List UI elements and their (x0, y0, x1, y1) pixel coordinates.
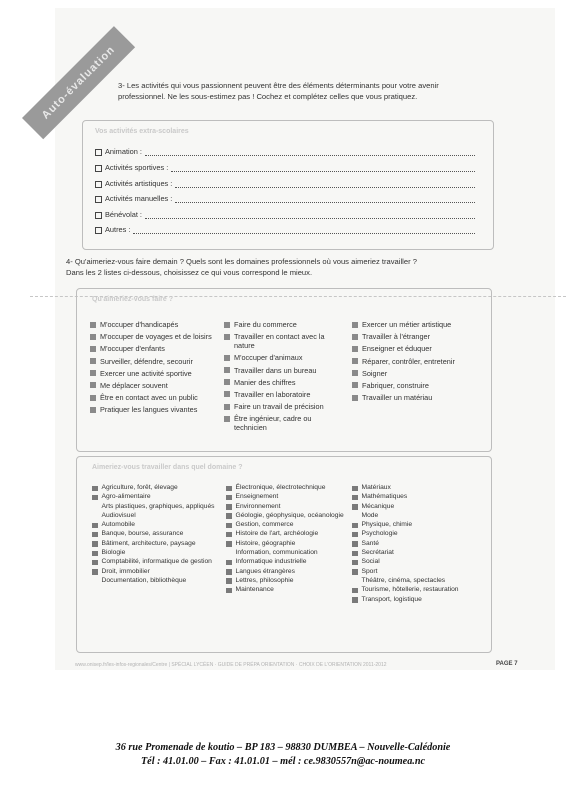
option-item[interactable]: Travailler à l'étranger (352, 332, 484, 341)
address-line-1: 36 rue Promenade de koutio – BP 183 – 98830 DUMBEA – Nouvelle-Calédonie (115, 742, 451, 753)
option-item[interactable]: Droit, immobilier (92, 568, 220, 576)
checkbox[interactable] (92, 504, 98, 510)
checkbox[interactable] (226, 541, 232, 547)
option-item[interactable]: M'occuper d'handicapés (90, 320, 218, 329)
activity-line-other[interactable]: Autres : (95, 224, 475, 234)
option-item[interactable]: Environnement (226, 503, 350, 511)
option-item[interactable]: Agriculture, forêt, élevage (92, 484, 220, 492)
checkbox[interactable] (95, 165, 102, 172)
option-item[interactable]: Bâtiment, architecture, paysage (92, 540, 220, 548)
domains-column-2 (226, 484, 350, 596)
activity-line-sport[interactable]: Activités sportives : (95, 162, 475, 172)
address-line-2: Tél : 41.01.00 – Fax : 41.01.01 – mél : ce.9830557n@ac-noumea.nc (140, 756, 426, 767)
checkbox[interactable] (352, 523, 358, 529)
checkbox[interactable] (226, 560, 232, 566)
option-item[interactable]: Langues étrangères (226, 568, 350, 576)
option-item[interactable]: Biologie (92, 549, 220, 557)
option-item[interactable]: Soigner (352, 369, 484, 378)
option-item[interactable]: Audiovisuel (92, 512, 220, 520)
wishes-column-1 (90, 320, 218, 418)
option-item[interactable]: M'occuper d'enfants (90, 344, 218, 353)
checkbox[interactable] (92, 532, 98, 538)
checkbox[interactable] (224, 379, 230, 385)
checkbox[interactable] (226, 588, 232, 594)
question-3-line-2: professionnel. Ne les sous-estimez pas ! Cochez et complétez celles que vous pratiquez. (118, 92, 418, 101)
option-item[interactable]: Faire du commerce (224, 320, 342, 329)
activity-line-manual[interactable]: Activités manuelles : (95, 193, 475, 203)
checkbox[interactable] (352, 541, 358, 547)
option-item[interactable]: Surveiller, défendre, secourir (90, 357, 218, 366)
checkbox[interactable] (92, 523, 98, 529)
option-item[interactable]: Physique, chimie (352, 521, 488, 529)
checkbox[interactable] (226, 523, 232, 529)
checkbox[interactable] (226, 532, 232, 538)
checkbox[interactable] (352, 560, 358, 566)
checkbox[interactable] (90, 370, 96, 376)
checkbox[interactable] (352, 504, 358, 510)
option-item[interactable]: Fabriquer, construire (352, 381, 484, 390)
option-item[interactable]: M'occuper d'animaux (224, 353, 342, 362)
checkbox[interactable] (92, 569, 98, 575)
checkbox[interactable] (95, 196, 102, 203)
option-item[interactable]: Théâtre, cinéma, spectacles (352, 577, 488, 585)
option-item[interactable]: Être ingénieur, cadre ou technicien (224, 414, 342, 432)
checkbox[interactable] (95, 149, 102, 156)
checkbox[interactable] (92, 541, 98, 547)
question-4-text (66, 256, 506, 278)
checkbox[interactable] (352, 597, 358, 603)
checkbox[interactable] (352, 334, 358, 340)
option-item[interactable]: M'occuper de voyages et de loisirs (90, 332, 218, 341)
checkbox[interactable] (224, 355, 230, 361)
checkbox[interactable] (92, 560, 98, 566)
option-item[interactable]: Automobile (92, 521, 220, 529)
checkbox[interactable] (352, 532, 358, 538)
option-item[interactable]: Lettres, philosophie (226, 577, 350, 585)
option-item[interactable]: Matériaux (352, 484, 488, 492)
checkbox[interactable] (90, 334, 96, 340)
checkbox[interactable] (352, 551, 358, 557)
checkbox[interactable] (224, 404, 230, 410)
checkbox[interactable] (352, 569, 358, 575)
checkbox[interactable] (90, 407, 96, 413)
option-item[interactable]: Géologie, géophysique, océanologie (226, 512, 350, 520)
checkbox[interactable] (352, 322, 358, 328)
option-item[interactable]: Secrétariat (352, 549, 488, 557)
checkbox[interactable] (352, 513, 358, 519)
checkbox[interactable] (224, 322, 230, 328)
option-item[interactable]: Électronique, électrotechnique (226, 484, 350, 492)
checkbox[interactable] (352, 382, 358, 388)
option-item[interactable]: Travailler un matériau (352, 393, 484, 402)
domains-box-title: Aimeriez-vous travailler dans quel domaine ? (92, 464, 243, 471)
wishes-column-2 (224, 320, 342, 436)
activity-line-animation[interactable]: Animation : (95, 146, 475, 156)
checkbox[interactable] (90, 395, 96, 401)
checkbox[interactable] (92, 551, 98, 557)
checkbox[interactable] (224, 334, 230, 340)
option-item[interactable]: Comptabilité, informatique de gestion (92, 558, 220, 566)
activity-line-volunteer[interactable]: Bénévolat : (95, 209, 475, 219)
checkbox[interactable] (95, 181, 102, 188)
checkbox[interactable] (352, 495, 358, 501)
option-item[interactable]: Santé (352, 540, 488, 548)
checkbox[interactable] (352, 486, 358, 492)
checkbox[interactable] (224, 391, 230, 397)
checkbox[interactable] (352, 588, 358, 594)
option-item[interactable]: Gestion, commerce (226, 521, 350, 529)
option-item[interactable]: Enseigner et éduquer (352, 344, 484, 353)
page-number: PAGE 7 (496, 661, 518, 667)
checkbox[interactable] (92, 578, 98, 584)
checkbox[interactable] (226, 486, 232, 492)
domains-column-3 (352, 484, 488, 605)
domains-column-1 (92, 484, 220, 586)
option-item[interactable]: Tourisme, hôtellerie, restauration (352, 586, 488, 594)
checkbox[interactable] (95, 227, 102, 234)
question-4-line-1: 4- Qu'aimeriez-vous faire demain ? Quels sont les domaines professionnels où vous aimeriez travailler ? (66, 257, 417, 266)
option-item[interactable]: Histoire de l'art, archéologie (226, 530, 350, 538)
checkbox[interactable] (95, 212, 102, 219)
option-item[interactable]: Psychologie (352, 530, 488, 538)
wishes-column-3 (352, 320, 484, 405)
checkbox[interactable] (352, 346, 358, 352)
option-item[interactable]: Informatique industrielle (226, 558, 350, 566)
checkbox[interactable] (224, 367, 230, 373)
checkbox[interactable] (90, 322, 96, 328)
activity-line-art[interactable]: Activités artistiques : (95, 178, 475, 188)
checkbox[interactable] (90, 358, 96, 364)
checkbox[interactable] (352, 578, 358, 584)
checkbox[interactable] (226, 551, 232, 557)
wishes-box-title: Qu'aimeriez-vous faire ? (92, 296, 174, 303)
option-item[interactable]: Arts plastiques, graphiques, appliqués (92, 503, 220, 511)
option-item[interactable]: Histoire, géographie (226, 540, 350, 548)
option-item[interactable]: Me déplacer souvent (90, 381, 218, 390)
checkbox[interactable] (226, 495, 232, 501)
checkbox[interactable] (92, 513, 98, 519)
option-item[interactable]: Social (352, 558, 488, 566)
option-item[interactable]: Enseignement (226, 493, 350, 501)
question-4-line-2: Dans les 2 listes ci-dessous, choisissez ce qui vous correspond le mieux. (66, 268, 313, 277)
checkbox[interactable] (352, 395, 358, 401)
option-item[interactable]: Mécanique (352, 503, 488, 511)
option-item[interactable]: Travailler en laboratoire (224, 390, 342, 399)
checkbox[interactable] (92, 486, 98, 492)
question-3-text (118, 80, 538, 102)
footer-url: www.onisep.fr/les-infos-regionales/Centre | SPÉCIAL LYCÉEN · GUIDE DE PRÉPA ORIENTATION · CHOIX DE L'ORIENTATION 2011-2012 (75, 662, 387, 668)
activities-box-title: Vos activités extra-scolaires (95, 128, 189, 135)
checkbox[interactable] (226, 569, 232, 575)
checkbox[interactable] (224, 416, 230, 422)
option-item[interactable]: Documentation, bibliothèque (92, 577, 220, 585)
checkbox[interactable] (92, 495, 98, 501)
option-item[interactable]: Faire un travail de précision (224, 402, 342, 411)
option-item[interactable]: Agro-alimentaire (92, 493, 220, 501)
checkbox[interactable] (90, 382, 96, 388)
option-item[interactable]: Information, communication (226, 549, 350, 557)
option-item[interactable]: Mathématiques (352, 493, 488, 501)
option-item[interactable]: Exercer un métier artistique (352, 320, 484, 329)
option-item[interactable]: Manier des chiffres (224, 378, 342, 387)
checkbox[interactable] (90, 346, 96, 352)
checkbox[interactable] (352, 370, 358, 376)
option-item[interactable]: Travailler dans un bureau (224, 366, 342, 375)
option-item[interactable]: Sport (352, 568, 488, 576)
option-item[interactable]: Travailler en contact avec la nature (224, 332, 342, 350)
checkbox[interactable] (352, 358, 358, 364)
option-item[interactable]: Transport, logistique (352, 596, 488, 604)
question-3-line-1: 3- Les activités qui vous passionnent peuvent être des éléments déterminants pour votre avenir (118, 81, 439, 90)
option-item[interactable]: Mode (352, 512, 488, 520)
option-item[interactable]: Pratiquer les langues vivantes (90, 405, 218, 414)
option-item[interactable]: Exercer une activité sportive (90, 369, 218, 378)
option-item[interactable]: Réparer, contrôler, entretenir (352, 357, 484, 366)
auto-evaluation-banner: Auto-évaluation (22, 26, 135, 139)
option-item[interactable]: Être en contact avec un public (90, 393, 218, 402)
checkbox[interactable] (226, 513, 232, 519)
option-item[interactable]: Banque, bourse, assurance (92, 530, 220, 538)
option-item[interactable]: Maintenance (226, 586, 350, 594)
checkbox[interactable] (226, 504, 232, 510)
checkbox[interactable] (226, 578, 232, 584)
